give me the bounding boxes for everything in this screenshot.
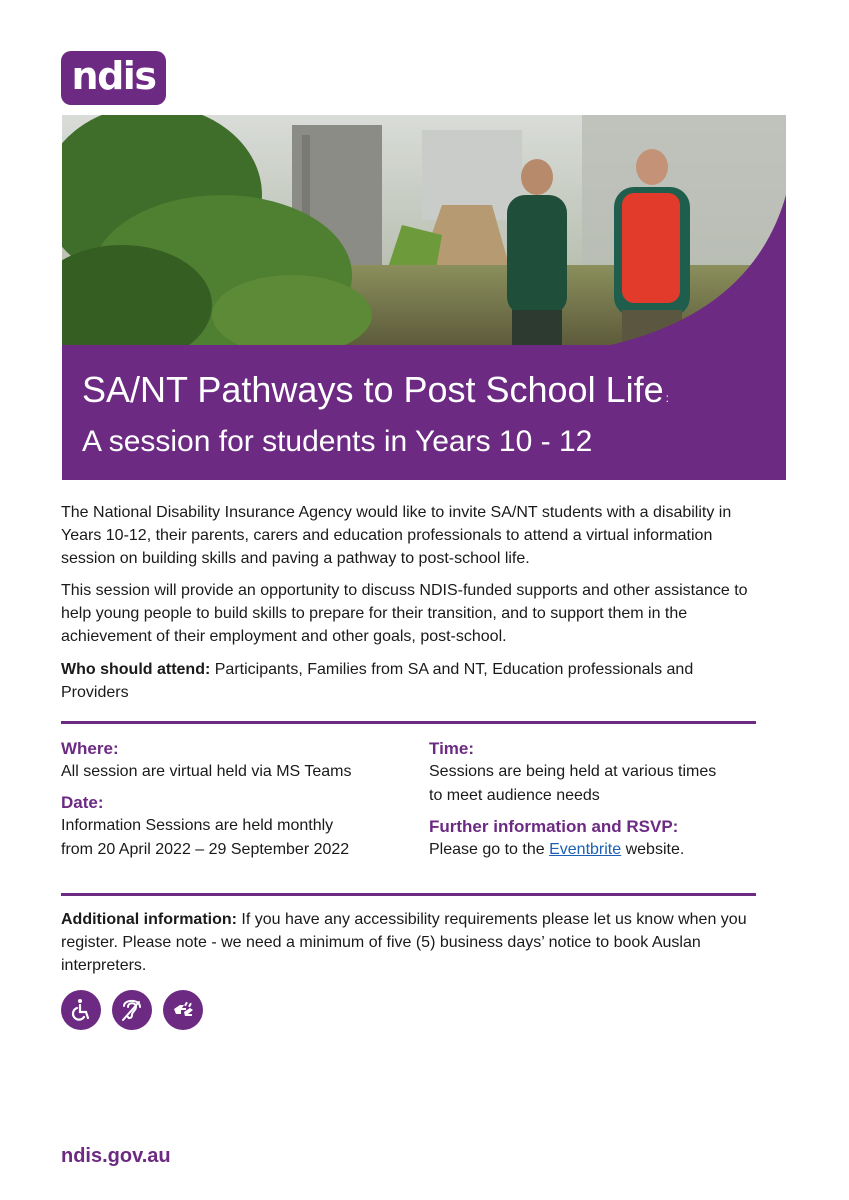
who-label: Who should attend: (61, 661, 211, 678)
ndis-logo (61, 51, 166, 105)
details-left-column (61, 738, 401, 862)
who-should-attend (61, 658, 761, 704)
title-text: SA/NT Pathways to Post School Life (82, 369, 664, 410)
intro-paragraph-2: This session will provide an opportunity to discuss NDIS-funded supports and other assistance to help young people to build skills to prepare for their transition, and to support them in the achievement of their employment and other goals, post-school. (61, 582, 748, 645)
sign-language-icon (163, 990, 203, 1030)
where-text: All session are virtual held via MS Teams (61, 763, 352, 780)
wheelchair-icon (61, 990, 101, 1030)
details-right-column (429, 738, 769, 862)
time-label: Time: (429, 739, 475, 758)
title-colon: : (665, 391, 669, 405)
time-line-2: to meet audience needs (429, 787, 600, 804)
hero-photo (62, 115, 786, 347)
eventbrite-link[interactable]: Eventbrite (549, 841, 622, 858)
time-line-1: Sessions are being held at various times (429, 763, 717, 780)
additional-information (61, 908, 761, 977)
where-label: Where: (61, 739, 119, 758)
date-line-2: from 20 April 2022 – 29 September 2022 (61, 841, 350, 858)
additional-text: If you have any accessibility requirements please let us know when you register. Please note - we need a minimum of five (5) business days’ notice to book Auslan interpreters. (61, 911, 747, 974)
who-text: Participants, Families from SA and NT, Education professionals and Providers (61, 661, 694, 701)
title-banner (62, 345, 786, 480)
rsvp-text (429, 838, 769, 862)
divider-bottom (61, 893, 756, 896)
hearing-loop-icon (112, 990, 152, 1030)
rsvp-label: Further information and RSVP: (429, 817, 679, 836)
logo-text: ndis (71, 54, 156, 98)
divider-top (61, 721, 756, 724)
accessibility-icons (61, 990, 203, 1030)
additional-label: Additional information: (61, 911, 237, 928)
date-label: Date: (61, 793, 104, 812)
page-subtitle: A session for students in Years 10 - 12 (82, 425, 593, 458)
page-title (82, 369, 669, 411)
footer-website-url[interactable]: ndis.gov.au (61, 1145, 171, 1167)
date-line-1: Information Sessions are held monthly (61, 817, 334, 834)
intro-paragraph-1: The National Disability Insurance Agency would like to invite SA/NT students with a disability in Years 10-12, their parents, carers and education professionals to attend a virtual information session on building skills and paving a pathway to post-school life. (61, 504, 732, 567)
rsvp-before: Please go to the (429, 841, 550, 858)
rsvp-after: website. (621, 841, 685, 858)
